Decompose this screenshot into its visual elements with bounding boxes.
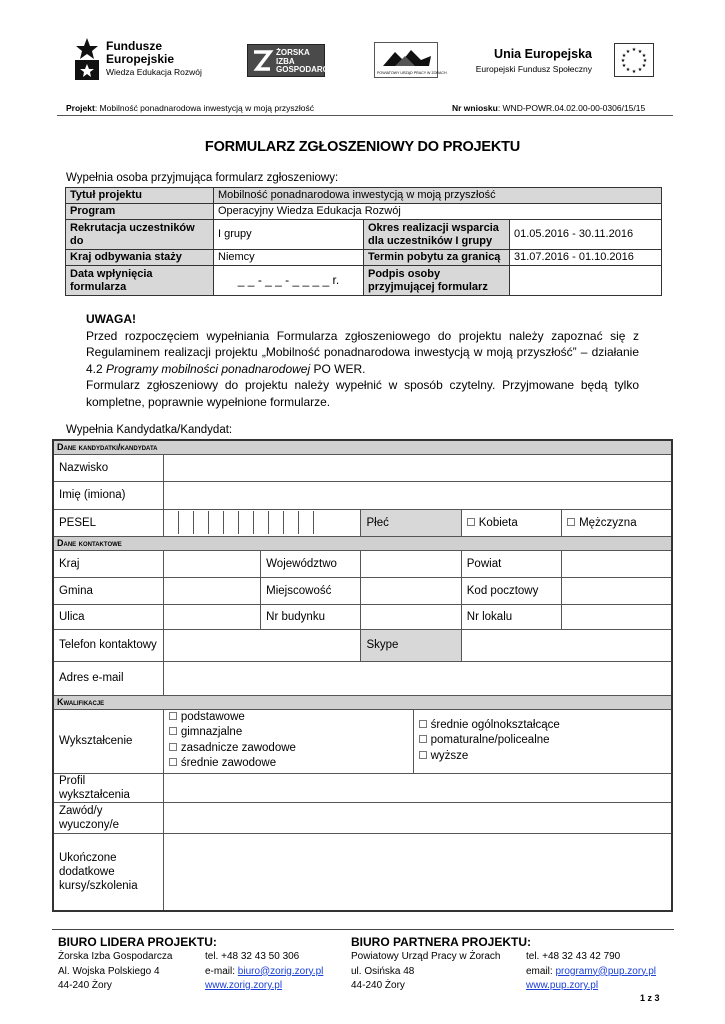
pesel-digit[interactable]	[299, 511, 314, 534]
svg-text:★: ★	[621, 53, 627, 59]
checkbox-icon[interactable]	[419, 751, 427, 759]
svg-text:★: ★	[620, 58, 626, 64]
wyksztalcenie-options-left	[163, 709, 413, 773]
project-name-line	[66, 103, 314, 113]
imie-label: Imię (imiona)	[53, 481, 163, 509]
gmina-input[interactable]	[163, 577, 260, 604]
skype-label: Skype	[361, 629, 461, 661]
pup-emblem-icon	[381, 46, 433, 70]
svg-text:★: ★	[631, 69, 637, 75]
edu-option-srednie-ogolnoksztalcace[interactable]	[419, 718, 666, 734]
telefon-label: Telefon kontaktowy	[53, 629, 163, 661]
edu-option-label: wyższe	[430, 749, 469, 762]
pesel-digit[interactable]	[269, 511, 284, 534]
zig-logo-line3: GOSPODARCZA	[276, 65, 340, 74]
podpis-label: Podpis osoby przyjmującej formularz	[364, 266, 510, 296]
zig-logo-line2: IZBA	[276, 56, 295, 66]
nazwisko-input[interactable]	[163, 454, 672, 481]
lider-address	[58, 950, 173, 994]
fe-logo-line1: Fundusze	[106, 39, 162, 53]
checkbox-icon[interactable]	[567, 518, 575, 526]
edu-option-pomaturalne[interactable]	[419, 733, 666, 749]
checkbox-icon[interactable]	[419, 735, 427, 743]
kraj-input[interactable]	[163, 550, 260, 577]
partner-tel: tel. +48 32 43 42 790	[526, 951, 621, 962]
staff-note: Wypełnia osoba przyjmująca formularz zgłoszeniowy:	[66, 172, 339, 184]
svg-text:★: ★	[621, 63, 627, 69]
okres-value: 01.05.2016 - 30.11.2016	[510, 220, 662, 250]
program-value: Operacyjny Wiedza Edukacja Rozwój	[214, 204, 662, 220]
project-label: Projekt	[66, 103, 95, 113]
kod-input[interactable]	[562, 577, 672, 604]
svg-text:★: ★	[631, 47, 637, 53]
uwaga-p1a: Przed rozpoczęciem wypełniania Formularza zgłoszeniowego do projektu należy zapoznać się z Regulaminem realizacji projektu „Mobilność ponadnarodowa inwestycją w moją przyszłość” – działanie 4.2	[86, 328, 639, 376]
powiat-label: Powiat	[461, 550, 561, 577]
lider-tel: tel. +48 32 43 50 306	[205, 951, 300, 962]
lider-www-link[interactable]: www.zorig.zory.pl	[205, 980, 283, 991]
lider-email-label: e-mail:	[205, 965, 238, 977]
program-label: Program	[66, 204, 214, 220]
kod-label: Kod pocztowy	[461, 577, 561, 604]
uwaga-heading: UWAGA!	[86, 312, 136, 326]
edu-option-srednie-zawodowe[interactable]	[169, 756, 408, 772]
edu-option-label: podstawowe	[180, 710, 245, 723]
lider-line3: 44-240 Żory	[58, 980, 112, 991]
email-input[interactable]	[163, 661, 672, 695]
nr-budynku-label: Nr budynku	[261, 604, 361, 629]
svg-text:★: ★	[641, 63, 647, 69]
pesel-label: PESEL	[53, 509, 163, 536]
wyksztalcenie-options-right	[413, 709, 672, 773]
zig-emblem-icon	[251, 48, 273, 74]
pesel-digit[interactable]	[209, 511, 224, 534]
lider-email-link[interactable]: biuro@zorig.zory.pl	[237, 965, 324, 977]
uwaga-paragraph-2: Formularz zgłoszeniowy do projektu należy wypełnić w sposób czytelny. Przyjmowane będą tylko kompletne, poprawnie wypełnione formularze.	[86, 378, 639, 409]
nazwisko-label: Nazwisko	[53, 454, 163, 481]
partner-line3: 44-240 Żory	[351, 980, 405, 991]
uwaga-block	[86, 311, 639, 410]
partner-line1: Powiatowy Urząd Pracy w Żorach	[351, 951, 501, 962]
gmina-label: Gmina	[53, 577, 163, 604]
partner-contact	[526, 950, 656, 994]
svg-text:★: ★	[641, 53, 647, 59]
kraj-stazy-label: Kraj odbywania staży	[66, 250, 214, 266]
tytul-value: Mobilność ponadnarodowa inwestycją w moją przyszłość	[214, 188, 662, 204]
ulica-label: Ulica	[53, 604, 163, 629]
form-title: FORMULARZ ZGŁOSZENIOWY DO PROJEKTU	[204, 139, 521, 155]
lider-contact	[205, 950, 323, 994]
ulica-input[interactable]	[163, 604, 260, 629]
checkbox-icon[interactable]	[467, 518, 475, 526]
pesel-digit[interactable]	[314, 511, 329, 534]
checkbox-icon[interactable]	[169, 758, 177, 766]
kursy-input[interactable]	[163, 833, 672, 911]
wniosek-value: : WND-POWR.04.02.00-00-0306/15/15	[497, 103, 646, 113]
fe-logo-line2: Europejskie	[106, 52, 175, 66]
lider-email-line	[205, 965, 323, 980]
rekrutacja-label: Rekrutacja uczestników do	[66, 220, 214, 250]
skype-input[interactable]	[461, 629, 672, 661]
uwaga-p1c: PO WER.	[310, 361, 366, 376]
imie-input[interactable]	[163, 481, 672, 509]
pup-logo-caption: POWIATOWY URZĄD PRACY W ŻORACH	[377, 71, 447, 75]
fundusze-europejskie-logo	[72, 36, 212, 82]
project-info-table	[65, 187, 662, 296]
zorska-izba-logo	[247, 44, 340, 77]
lider-title: BIURO LIDERA PROJEKTU:	[58, 935, 217, 949]
nr-lokalu-label: Nr lokalu	[461, 604, 561, 629]
svg-text:★: ★	[642, 58, 648, 64]
header-divider	[57, 115, 673, 116]
uwaga-paragraph-1	[86, 328, 639, 378]
kraj-label: Kraj	[53, 550, 163, 577]
nr-lokalu-input[interactable]	[562, 604, 672, 629]
checkbox-icon[interactable]	[169, 727, 177, 735]
svg-text:★: ★	[637, 49, 643, 55]
footer-divider	[52, 929, 674, 930]
pesel-digit[interactable]	[194, 511, 209, 534]
ue-title: Unia Europejska	[494, 47, 592, 61]
zig-logo-line1: ŻORSKA	[276, 48, 310, 57]
wojewodztwo-input[interactable]	[361, 550, 461, 577]
edu-option-label: pomaturalne/policealne	[430, 734, 550, 746]
pesel-digit[interactable]	[179, 511, 194, 534]
data-wplyniecia-label: Data wpłynięcia formularza	[66, 266, 214, 296]
zawod-label: Zawód/y wyuczony/e	[53, 802, 163, 833]
powiat-input[interactable]	[562, 550, 672, 577]
wojewodztwo-label: Województwo	[261, 550, 361, 577]
svg-text:★: ★	[625, 67, 631, 73]
candidate-form-table	[52, 439, 673, 912]
eu-flag-icon	[614, 43, 654, 77]
ue-subtitle: Europejski Fundusz Społeczny	[475, 64, 592, 74]
partner-www-link[interactable]: www.pup.zory.pl	[526, 980, 599, 991]
nr-budynku-input[interactable]	[361, 604, 461, 629]
data-wplyniecia-field[interactable]: _ _ - _ _ - _ _ _ _ r.	[214, 266, 364, 296]
lider-line1: Żorska Izba Gospodarcza	[58, 951, 173, 962]
kraj-stazy-value: Niemcy	[214, 250, 364, 266]
tytul-label: Tytuł projektu	[66, 188, 214, 204]
edu-option-zasadnicze[interactable]	[169, 741, 408, 757]
edu-option-podstawowe[interactable]	[169, 710, 408, 726]
edu-option-label: średnie ogólnokształcące	[430, 718, 560, 731]
edu-option-label: gimnazjalne	[180, 726, 243, 738]
partner-email-line	[526, 965, 656, 980]
pesel-digit[interactable]	[284, 511, 299, 534]
svg-text:★: ★	[637, 67, 643, 73]
email-label: Adres e-mail	[53, 661, 163, 695]
partner-email-link[interactable]: programy@pup.zory.pl	[555, 965, 657, 977]
okres-label: Okres realizacji wsparcia dla uczestników I grupy	[364, 220, 510, 250]
partner-address	[351, 950, 501, 994]
telefon-input[interactable]	[163, 629, 361, 661]
edu-option-label: średnie zawodowe	[180, 757, 277, 769]
miejscowosc-input[interactable]	[361, 577, 461, 604]
profil-input[interactable]	[163, 773, 672, 802]
checkbox-icon[interactable]	[169, 743, 177, 751]
zawod-input[interactable]	[163, 802, 672, 833]
partner-email-label: email:	[526, 965, 556, 977]
wniosek-label: Nr wniosku	[452, 103, 498, 113]
plec-mezczyzna-option[interactable]	[562, 509, 672, 536]
edu-option-gimnazjalne[interactable]	[169, 725, 408, 741]
application-number-line	[452, 103, 645, 113]
podpis-field[interactable]	[510, 266, 662, 296]
kobieta-label: Kobieta	[478, 516, 518, 529]
partner-title: BIURO PARTNERA PROJEKTU:	[351, 935, 532, 949]
kursy-label: Ukończone dodatkowe kursy/szkolenia	[53, 833, 163, 911]
pesel-digit[interactable]	[254, 511, 269, 534]
lider-line2: Al. Wojska Polskiego 4	[58, 965, 160, 977]
wyksztalcenie-label: Wykształcenie	[53, 709, 163, 773]
plec-label: Płeć	[361, 509, 461, 536]
checkbox-icon[interactable]	[419, 720, 427, 728]
profil-label: Profil wykształcenia	[53, 773, 163, 802]
project-value: : Mobilność ponadnarodowa inwestycją w moją przyszłość	[94, 103, 315, 113]
uwaga-p1b: Programy mobilności ponadnarodowej	[106, 361, 311, 376]
section-dane-kontaktowe: Dane kontaktowe	[53, 536, 672, 550]
mezczyzna-label: Mężczyzna	[579, 516, 637, 529]
fe-logo-sub: Wiedza Edukacja Rozwój	[106, 67, 202, 77]
partner-line2: ul. Osińska 48	[351, 965, 415, 977]
edu-option-wyzsze[interactable]	[419, 749, 666, 765]
termin-value: 31.07.2016 - 01.10.2016	[510, 250, 662, 266]
pup-zory-logo	[374, 42, 447, 78]
section-dane-kandydata: Dane kandydatki/kandydata	[53, 440, 672, 454]
fe-star-icon	[72, 36, 102, 82]
page-number: 1 z 3	[640, 993, 660, 1003]
rekrutacja-value: I grupy	[214, 220, 364, 250]
pesel-digit[interactable]	[239, 511, 254, 534]
pesel-digit[interactable]	[164, 511, 179, 534]
plec-kobieta-option[interactable]	[461, 509, 561, 536]
termin-label: Termin pobytu za granicą	[364, 250, 510, 266]
miejscowosc-label: Miejscowość	[261, 577, 361, 604]
edu-option-label: zasadnicze zawodowe	[180, 741, 296, 754]
svg-text:★: ★	[625, 49, 631, 55]
pesel-digit[interactable]	[224, 511, 239, 534]
pesel-input[interactable]	[163, 509, 361, 536]
section-kwalifikacje: Kwalifikacje	[53, 695, 672, 709]
candidate-note: Wypełnia Kandydatka/Kandydat:	[66, 424, 233, 436]
checkbox-icon[interactable]	[169, 712, 177, 720]
